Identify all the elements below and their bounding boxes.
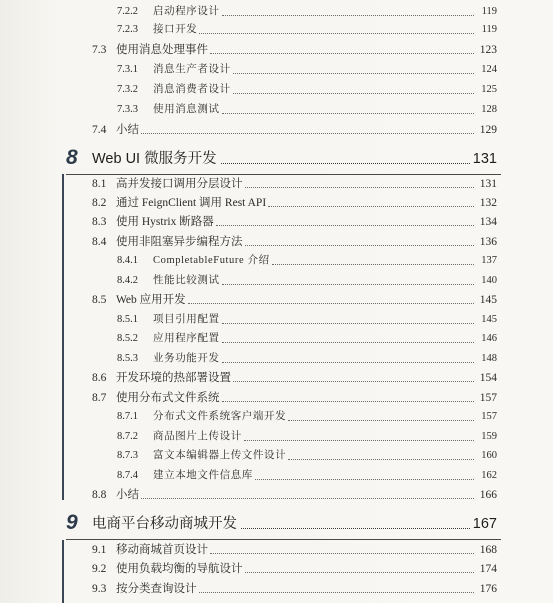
subsection-number: 8.7.2 xyxy=(117,431,138,442)
section-entry[interactable] xyxy=(0,368,553,388)
subsection-title: 使用消息测试 xyxy=(153,104,220,115)
leader-dots xyxy=(141,498,474,499)
page-number: 123 xyxy=(479,44,497,56)
leader-dots xyxy=(222,342,474,343)
subsection-title: 富文本编辑器上传文件设计 xyxy=(153,450,287,461)
page-number: 145 xyxy=(479,294,497,306)
subsection-number: 8.5.3 xyxy=(117,353,138,364)
subsection-entry[interactable] xyxy=(0,251,553,271)
section-title: 按分类查询设计 xyxy=(116,583,197,595)
subsection-title: 商品图片上传设计 xyxy=(153,431,242,442)
subsection-entry[interactable] xyxy=(0,20,553,40)
leader-dots xyxy=(210,53,474,54)
section-entry[interactable] xyxy=(0,232,553,252)
subsection-entry[interactable] xyxy=(0,446,553,466)
subsection-entry[interactable] xyxy=(0,60,553,80)
section-entry[interactable] xyxy=(0,40,553,60)
section-title: 使用消息处理事件 xyxy=(116,44,208,56)
subsection-number: 8.7.4 xyxy=(117,470,138,481)
section-entry[interactable] xyxy=(0,579,553,599)
subsection-title: 启动程序设计 xyxy=(153,6,220,17)
section-title: 使用分布式文件系统 xyxy=(116,392,220,404)
chapter-guide-bar xyxy=(62,174,64,500)
section-number: 9.1 xyxy=(92,544,107,556)
subsection-entry[interactable] xyxy=(0,2,553,22)
page-number: 128 xyxy=(481,104,497,115)
subsection-title: 接口开发 xyxy=(153,24,198,35)
section-number: 7.3 xyxy=(92,44,107,56)
leader-dots xyxy=(245,572,475,573)
page-number: 134 xyxy=(479,216,497,228)
section-number: 9.3 xyxy=(92,583,107,595)
subsection-number: 8.7.3 xyxy=(117,450,138,461)
subsection-title: 业务功能开发 xyxy=(153,353,220,364)
leader-dots xyxy=(288,420,474,421)
subsection-title: 消息消费者设计 xyxy=(153,84,231,95)
section-number: 8.1 xyxy=(92,178,107,190)
leader-dots xyxy=(199,33,474,34)
page-number: 119 xyxy=(481,24,497,35)
subsection-entry[interactable] xyxy=(0,466,553,486)
chapter-guide-bar xyxy=(62,540,64,603)
page-number: 129 xyxy=(479,124,497,136)
leader-dots xyxy=(233,381,474,382)
leader-dots xyxy=(216,225,474,226)
leader-dots xyxy=(241,528,470,529)
leader-dots xyxy=(233,93,474,94)
leader-dots xyxy=(141,133,474,134)
section-entry[interactable] xyxy=(0,193,553,213)
section-title: 小结 xyxy=(116,489,139,501)
leader-dots xyxy=(210,553,474,554)
page-number: 136 xyxy=(479,236,497,248)
page-number: 124 xyxy=(481,64,497,75)
page-number: 157 xyxy=(481,411,497,422)
chapter-page-number: 167 xyxy=(472,516,497,532)
subsection-entry[interactable] xyxy=(0,80,553,100)
subsection-title: 建立本地文件信息库 xyxy=(153,470,253,481)
page-number: 162 xyxy=(481,470,497,481)
section-entry[interactable] xyxy=(0,559,553,579)
subsection-title: 消息生产者设计 xyxy=(153,64,231,75)
page-number: 148 xyxy=(481,353,497,364)
subsection-title: 性能比较测试 xyxy=(153,275,220,286)
chapter-page-number: 131 xyxy=(472,151,497,167)
page-number: 146 xyxy=(481,333,497,344)
page-number: 174 xyxy=(479,563,497,575)
subsection-number: 8.7.1 xyxy=(117,411,138,422)
subsection-number: 8.5.1 xyxy=(117,314,138,325)
leader-dots xyxy=(222,323,474,324)
chapter-heading[interactable] xyxy=(0,509,553,539)
subsection-entry[interactable] xyxy=(0,100,553,120)
chapter-number: 9 xyxy=(66,511,78,534)
subsection-number: 7.3.2 xyxy=(117,84,138,95)
page-number: 157 xyxy=(479,392,497,404)
leader-dots xyxy=(245,245,475,246)
page-number: 132 xyxy=(479,197,497,209)
subsection-title: 分布式文件系统客户端开发 xyxy=(153,411,287,422)
section-number: 8.2 xyxy=(92,197,107,209)
leader-dots xyxy=(268,206,474,207)
leader-dots xyxy=(272,264,474,265)
leader-dots xyxy=(255,479,474,480)
section-number: 8.5 xyxy=(92,294,107,306)
subsection-number: 8.5.2 xyxy=(117,333,138,344)
leader-dots xyxy=(288,459,474,460)
leader-dots xyxy=(222,113,474,114)
subsection-title: 项目引用配置 xyxy=(153,314,220,325)
subsection-entry[interactable] xyxy=(0,407,553,427)
page-number: 137 xyxy=(481,255,497,266)
section-title: 移动商城首页设计 xyxy=(116,544,208,556)
section-number: 8.3 xyxy=(92,216,107,228)
section-entry[interactable] xyxy=(0,540,553,560)
subsection-title: 应用程序配置 xyxy=(153,333,220,344)
page-number: 145 xyxy=(481,314,497,325)
subsection-entry[interactable] xyxy=(0,271,553,291)
leader-dots xyxy=(222,362,474,363)
section-number: 8.4 xyxy=(92,236,107,248)
leader-dots xyxy=(222,401,475,402)
subsection-number: 7.3.1 xyxy=(117,64,138,75)
section-entry[interactable] xyxy=(0,212,553,232)
page-number: 125 xyxy=(481,84,497,95)
page-number: 166 xyxy=(479,489,497,501)
section-title: 通过 FeignClient 调用 Rest API xyxy=(116,197,267,209)
section-title: Web 应用开发 xyxy=(116,294,186,306)
section-title: 使用负载均衡的导航设计 xyxy=(116,563,243,575)
subsection-number: 7.2.2 xyxy=(117,6,138,17)
page-number: 168 xyxy=(479,544,497,556)
section-number: 9.2 xyxy=(92,563,107,575)
subsection-number: 7.3.3 xyxy=(117,104,138,115)
chapter-title: 电商平台移动商城开发 xyxy=(92,516,237,532)
section-entry[interactable] xyxy=(0,388,553,408)
section-title: 小结 xyxy=(116,124,139,136)
leader-dots xyxy=(199,592,475,593)
page-number: 131 xyxy=(479,178,497,190)
subsection-number: 8.4.1 xyxy=(117,255,138,266)
section-title: 高并发接口调用分层设计 xyxy=(116,178,243,190)
page-number: 159 xyxy=(481,431,497,442)
page-number: 154 xyxy=(479,372,497,384)
section-title: 开发环境的热部署设置 xyxy=(116,372,231,384)
leader-dots xyxy=(244,440,474,441)
section-number: 7.4 xyxy=(92,124,107,136)
section-entry[interactable] xyxy=(0,120,553,140)
section-entry[interactable] xyxy=(0,290,553,310)
leader-dots xyxy=(222,284,474,285)
page-number: 176 xyxy=(479,583,497,595)
subsection-title: CompletableFuture 介绍 xyxy=(153,255,270,266)
leader-dots xyxy=(233,73,474,74)
section-title: 使用 Hystrix 断路器 xyxy=(116,216,214,228)
page-number: 119 xyxy=(481,6,497,17)
subsection-entry[interactable] xyxy=(0,329,553,349)
section-number: 8.8 xyxy=(92,489,107,501)
section-title: 使用非阻塞异步编程方法 xyxy=(116,236,243,248)
page-number: 140 xyxy=(481,275,497,286)
section-number: 8.7 xyxy=(92,392,107,404)
chapter-heading[interactable] xyxy=(0,144,553,174)
subsection-entry[interactable] xyxy=(0,310,553,330)
section-entry[interactable] xyxy=(0,174,553,194)
subsection-number: 7.2.3 xyxy=(117,24,138,35)
chapter-number: 8 xyxy=(66,146,78,169)
subsection-number: 8.4.2 xyxy=(117,275,138,286)
subsection-entry[interactable] xyxy=(0,427,553,447)
subsection-entry[interactable] xyxy=(0,349,553,369)
chapter-title: Web UI 微服务开发 xyxy=(92,151,217,167)
leader-dots xyxy=(221,163,470,164)
section-number: 8.6 xyxy=(92,372,107,384)
leader-dots xyxy=(188,303,474,304)
leader-dots xyxy=(222,15,474,16)
page-number: 160 xyxy=(481,450,497,461)
section-entry[interactable] xyxy=(0,485,553,505)
leader-dots xyxy=(245,187,475,188)
